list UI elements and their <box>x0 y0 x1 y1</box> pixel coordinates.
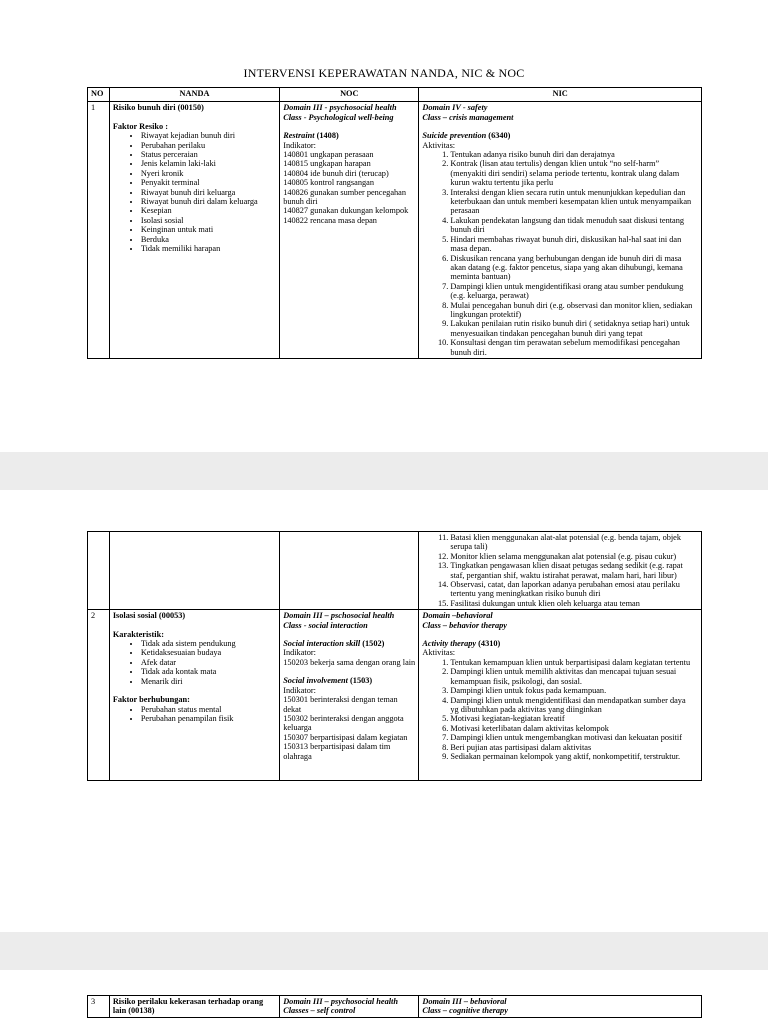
list-item: 7. Dampingi klien untuk mengembangkan motivasi dan kekuatan positif <box>450 733 695 742</box>
indikator-item: 140827 gunakan dukungan kelompok <box>283 206 409 216</box>
noc-domain: Domain III – psychosocial health <box>283 997 398 1006</box>
list-item: 3. Dampingi klien untuk fokus pada kemampuan. <box>450 686 695 695</box>
list-item: 9. Lakukan penilaian rutin risiko bunuh diri ( setidaknya setiap hari) untuk menyesuaikan tindakan pencegahan bunuh diri yang tepat <box>450 319 695 338</box>
document-title: INTERVENSI KEPERAWATAN NANDA, NIC & NOC <box>243 66 525 80</box>
indikator-item: 140804 ide bunuh diri (terucap) <box>283 168 389 178</box>
factors-list <box>113 131 276 253</box>
list-item: • Riwayat kejadian bunuh diri <box>141 131 276 140</box>
nanda-diagnosis: Risiko bunuh diri (00150) <box>112 103 204 113</box>
nic-cell <box>419 532 702 610</box>
list-item: 1. Tentukan adanya risiko bunuh diri dan derajatnya <box>450 150 695 159</box>
header-nanda: NANDA <box>109 88 279 102</box>
list-item: • Nyeri kronik <box>141 169 276 178</box>
list-item: 8. Mulai pencegahan bunuh diri (e.g. observasi dan monitor klien, sediakan lingkungan protektif) <box>450 301 695 320</box>
indikator-item: 150302 berinteraksi dengan anggota keluarga <box>283 713 404 733</box>
activities-list <box>422 658 695 761</box>
faktor-label: Faktor berhubungan: <box>112 695 190 705</box>
noc-outcome: Restraint (1408) <box>283 131 339 141</box>
table-row <box>88 102 702 359</box>
row-number: 1 <box>88 102 110 359</box>
list-item: 15. Fasilitasi dukungan untuk klien oleh keluarga atau teman <box>450 599 695 608</box>
list-item: • Perubahan penampilan fisik <box>141 714 276 723</box>
noc-cell <box>280 102 419 359</box>
list-item: 9. Sediakan permainan kelompok yang aktif, nonkompetitif, terstruktur. <box>450 752 695 761</box>
activities-list <box>422 150 695 357</box>
nic-class: Class – behavior therapy <box>422 620 507 630</box>
nic-cell <box>419 996 702 1018</box>
noc-class: Classes – self control <box>283 1006 356 1016</box>
activities-list <box>422 533 695 608</box>
header-noc: NOC <box>280 88 419 102</box>
list-item: • Ketidaksesuaian budaya <box>141 648 276 657</box>
aktivitas-label: Aktivitas: <box>422 648 456 658</box>
list-item: 13. Tingkatkan pengawasan klien disaat petugas sedang sedikit (e.g. rapat staf, pergantian shif, waktu istirahat perawat, malam hari, hari libur) <box>450 561 695 580</box>
nic-intervention: Suicide prevention (6340) <box>422 131 511 141</box>
list-item: 1. Tentukan kemampuan klien untuk berpartisipasi dalam kegiatan tertentu <box>450 658 695 667</box>
noc-cell <box>280 610 419 781</box>
noc-class: Class - social interaction <box>283 620 368 630</box>
list-item: • Isolasi sosial <box>141 216 276 225</box>
list-item: • Riwayat bunuh diri dalam keluarga <box>141 197 276 206</box>
nanda-diagnosis: Isolasi sosial (00053) <box>112 611 186 621</box>
list-item: 5. Hindari membahas riwayat bunuh diri, diskusikan hal-hal saat ini dan masa depan. <box>450 235 695 254</box>
indikator-item: 140826 gunakan sumber pencegahan bunuh diri <box>283 187 406 207</box>
nanda-cell <box>109 610 279 781</box>
list-item: 6. Diskusikan rencana yang berhubungan dengan ide bunuh diri di masa akan datang (e.g. faktor pencetus, siapa yang akan dihubungi, kemana meminta bantuan) <box>450 254 695 282</box>
noc-outcome: Social involvement (1503) <box>283 676 373 686</box>
list-item: 2. Kontrak (lisan atau tertulis) dengan klien untuk “no self-harm” (menyakiti diri sendiri) selama periode tertentu, kontrak ulang dalam kurun waktu tertentu jika perlu <box>450 159 695 187</box>
factors-label: Faktor Resiko : <box>112 121 168 131</box>
indikator-label: Indikator: <box>283 648 316 658</box>
list-item: 12. Monitor klien selama menggunakan alat potensial (e.g. pisau cukur) <box>450 552 695 561</box>
list-item: • Kesepian <box>141 206 276 215</box>
table-header-row <box>88 88 702 102</box>
list-item: • Afek datar <box>141 658 276 667</box>
noc-outcome: Social interaction skill (1502) <box>283 639 385 649</box>
indikator-label: Indikator: <box>283 140 316 150</box>
karakteristik-list <box>113 639 276 686</box>
nic-domain: Domain IV - safety <box>422 103 488 113</box>
table-row <box>88 610 702 781</box>
intervention-table <box>87 87 702 359</box>
nic-intervention: Activity therapy (4310) <box>422 639 501 649</box>
list-item: • Riwayat bunuh diri keluarga <box>141 188 276 197</box>
list-item: 4. Lakukan pendekatan langsung dan tidak menuduh saat diskusi tentang bunuh diri <box>450 216 695 235</box>
list-item: • Jenis kelamin laki-laki <box>141 159 276 168</box>
nic-cell <box>419 102 702 359</box>
list-item: 14. Observasi, catat, dan laporkan adanya perubahan emosi atau perilaku tertentu yang meningkatkan risiko bunuh diri <box>450 580 695 599</box>
list-item: • Penyakit terminal <box>141 178 276 187</box>
list-item: 10. Konsultasi dengan tim perawatan sebelum memodifikasi pencegahan bunuh diri. <box>450 338 695 357</box>
aktivitas-label: Aktivitas: <box>422 140 456 150</box>
document-page-1 <box>0 0 768 452</box>
row-number: 2 <box>88 610 110 781</box>
list-item: 4. Dampingi klien untuk mengidentifikasi dan mendapatkan sumber daya yg dibutuhkan pada aktivitas yang diinginkan <box>450 696 695 715</box>
indikator-item: 140822 rencana masa depan <box>283 215 377 225</box>
indikator-item: 150203 bekerja sama dengan orang lain <box>283 657 416 667</box>
list-item: • Menarik diri <box>141 677 276 686</box>
list-item: 6. Motivasi keterlibatan dalam aktivitas kelompok <box>450 724 695 733</box>
indikator-item: 150313 berpartisipasi dalam tim olahraga <box>283 742 391 761</box>
nic-domain: Domain III – behavioral <box>422 997 507 1006</box>
list-item: 7. Dampingi klien untuk mengidentifikasi orang atau sumber pendukung (e.g. keluarga, perawat) <box>450 282 695 301</box>
intervention-table-continued <box>87 995 702 1018</box>
intervention-table-continued <box>87 531 702 781</box>
row-number: 3 <box>88 996 110 1018</box>
document-page-3 <box>0 970 768 1030</box>
nic-class: Class – crisis management <box>422 112 514 122</box>
indikator-item: 140805 kontrol rangsangan <box>283 178 374 188</box>
list-item: • Tidak ada sistem pendukung <box>141 639 276 648</box>
indikator-item: 150307 berpartisipasi dalam kegiatan <box>283 732 408 742</box>
list-item: • Keinginan untuk mati <box>141 225 276 234</box>
noc-domain: Domain III – pschosocial health <box>283 611 395 621</box>
list-item: • Perubahan perilaku <box>141 141 276 150</box>
indikator-label: Indikator: <box>283 685 316 695</box>
list-item: 5. Motivasi kegiatan-kegiatan kreatif <box>450 714 695 723</box>
noc-domain: Domain III - psychosocial health <box>283 103 397 113</box>
indikator-item: 140801 ungkapan perasaan <box>283 150 374 160</box>
list-item: 11. Batasi klien menggunakan alat-alat potensial (e.g. benda tajam, objek serupa tali) <box>450 533 695 552</box>
document-page-2 <box>0 490 768 932</box>
list-item: • Berduka <box>141 235 276 244</box>
list-item: 3. Interaksi dengan klien secara rutin untuk menunjukkan kepedulian dan keterbukaan dan untuk memberi kesempatan klien untuk menyampaikan perasaan <box>450 188 695 216</box>
list-item: • Status perceraian <box>141 150 276 159</box>
header-nic: NIC <box>419 88 702 102</box>
table-row <box>88 532 702 610</box>
nanda-cell <box>109 102 279 359</box>
list-item: • Perubahan status mental <box>141 705 276 714</box>
list-item: 8. Beri pujian atas partisipasi dalam aktivitas <box>450 743 695 752</box>
nic-cell <box>419 610 702 781</box>
noc-class: Class - Psychological well-being <box>283 112 394 122</box>
nic-domain: Domain –behavioral <box>422 611 493 621</box>
nic-class: Class – cognitive therapy <box>422 1006 508 1016</box>
nanda-cell <box>109 996 279 1018</box>
faktor-list <box>113 705 276 724</box>
noc-cell <box>280 996 419 1018</box>
nanda-diagnosis: Risiko perilaku kekerasan terhadap orang lain (00138) <box>112 997 264 1016</box>
table-row <box>88 996 702 1018</box>
list-item: • Tidak memiliki harapan <box>141 244 276 253</box>
list-item: 2. Dampingi klien untuk memilih aktivitas dan mencapai tujuan sesuai kemampuan fisik, psikologi, dan sosial. <box>450 667 695 686</box>
karakteristik-label: Karakteristik: <box>112 629 164 639</box>
indikator-item: 140815 ungkapan harapan <box>283 159 371 169</box>
indikator-item: 150301 berinteraksi dengan teman dekat <box>283 695 398 714</box>
list-item: • Tidak ada kontak mata <box>141 667 276 676</box>
header-no: NO <box>88 88 110 102</box>
